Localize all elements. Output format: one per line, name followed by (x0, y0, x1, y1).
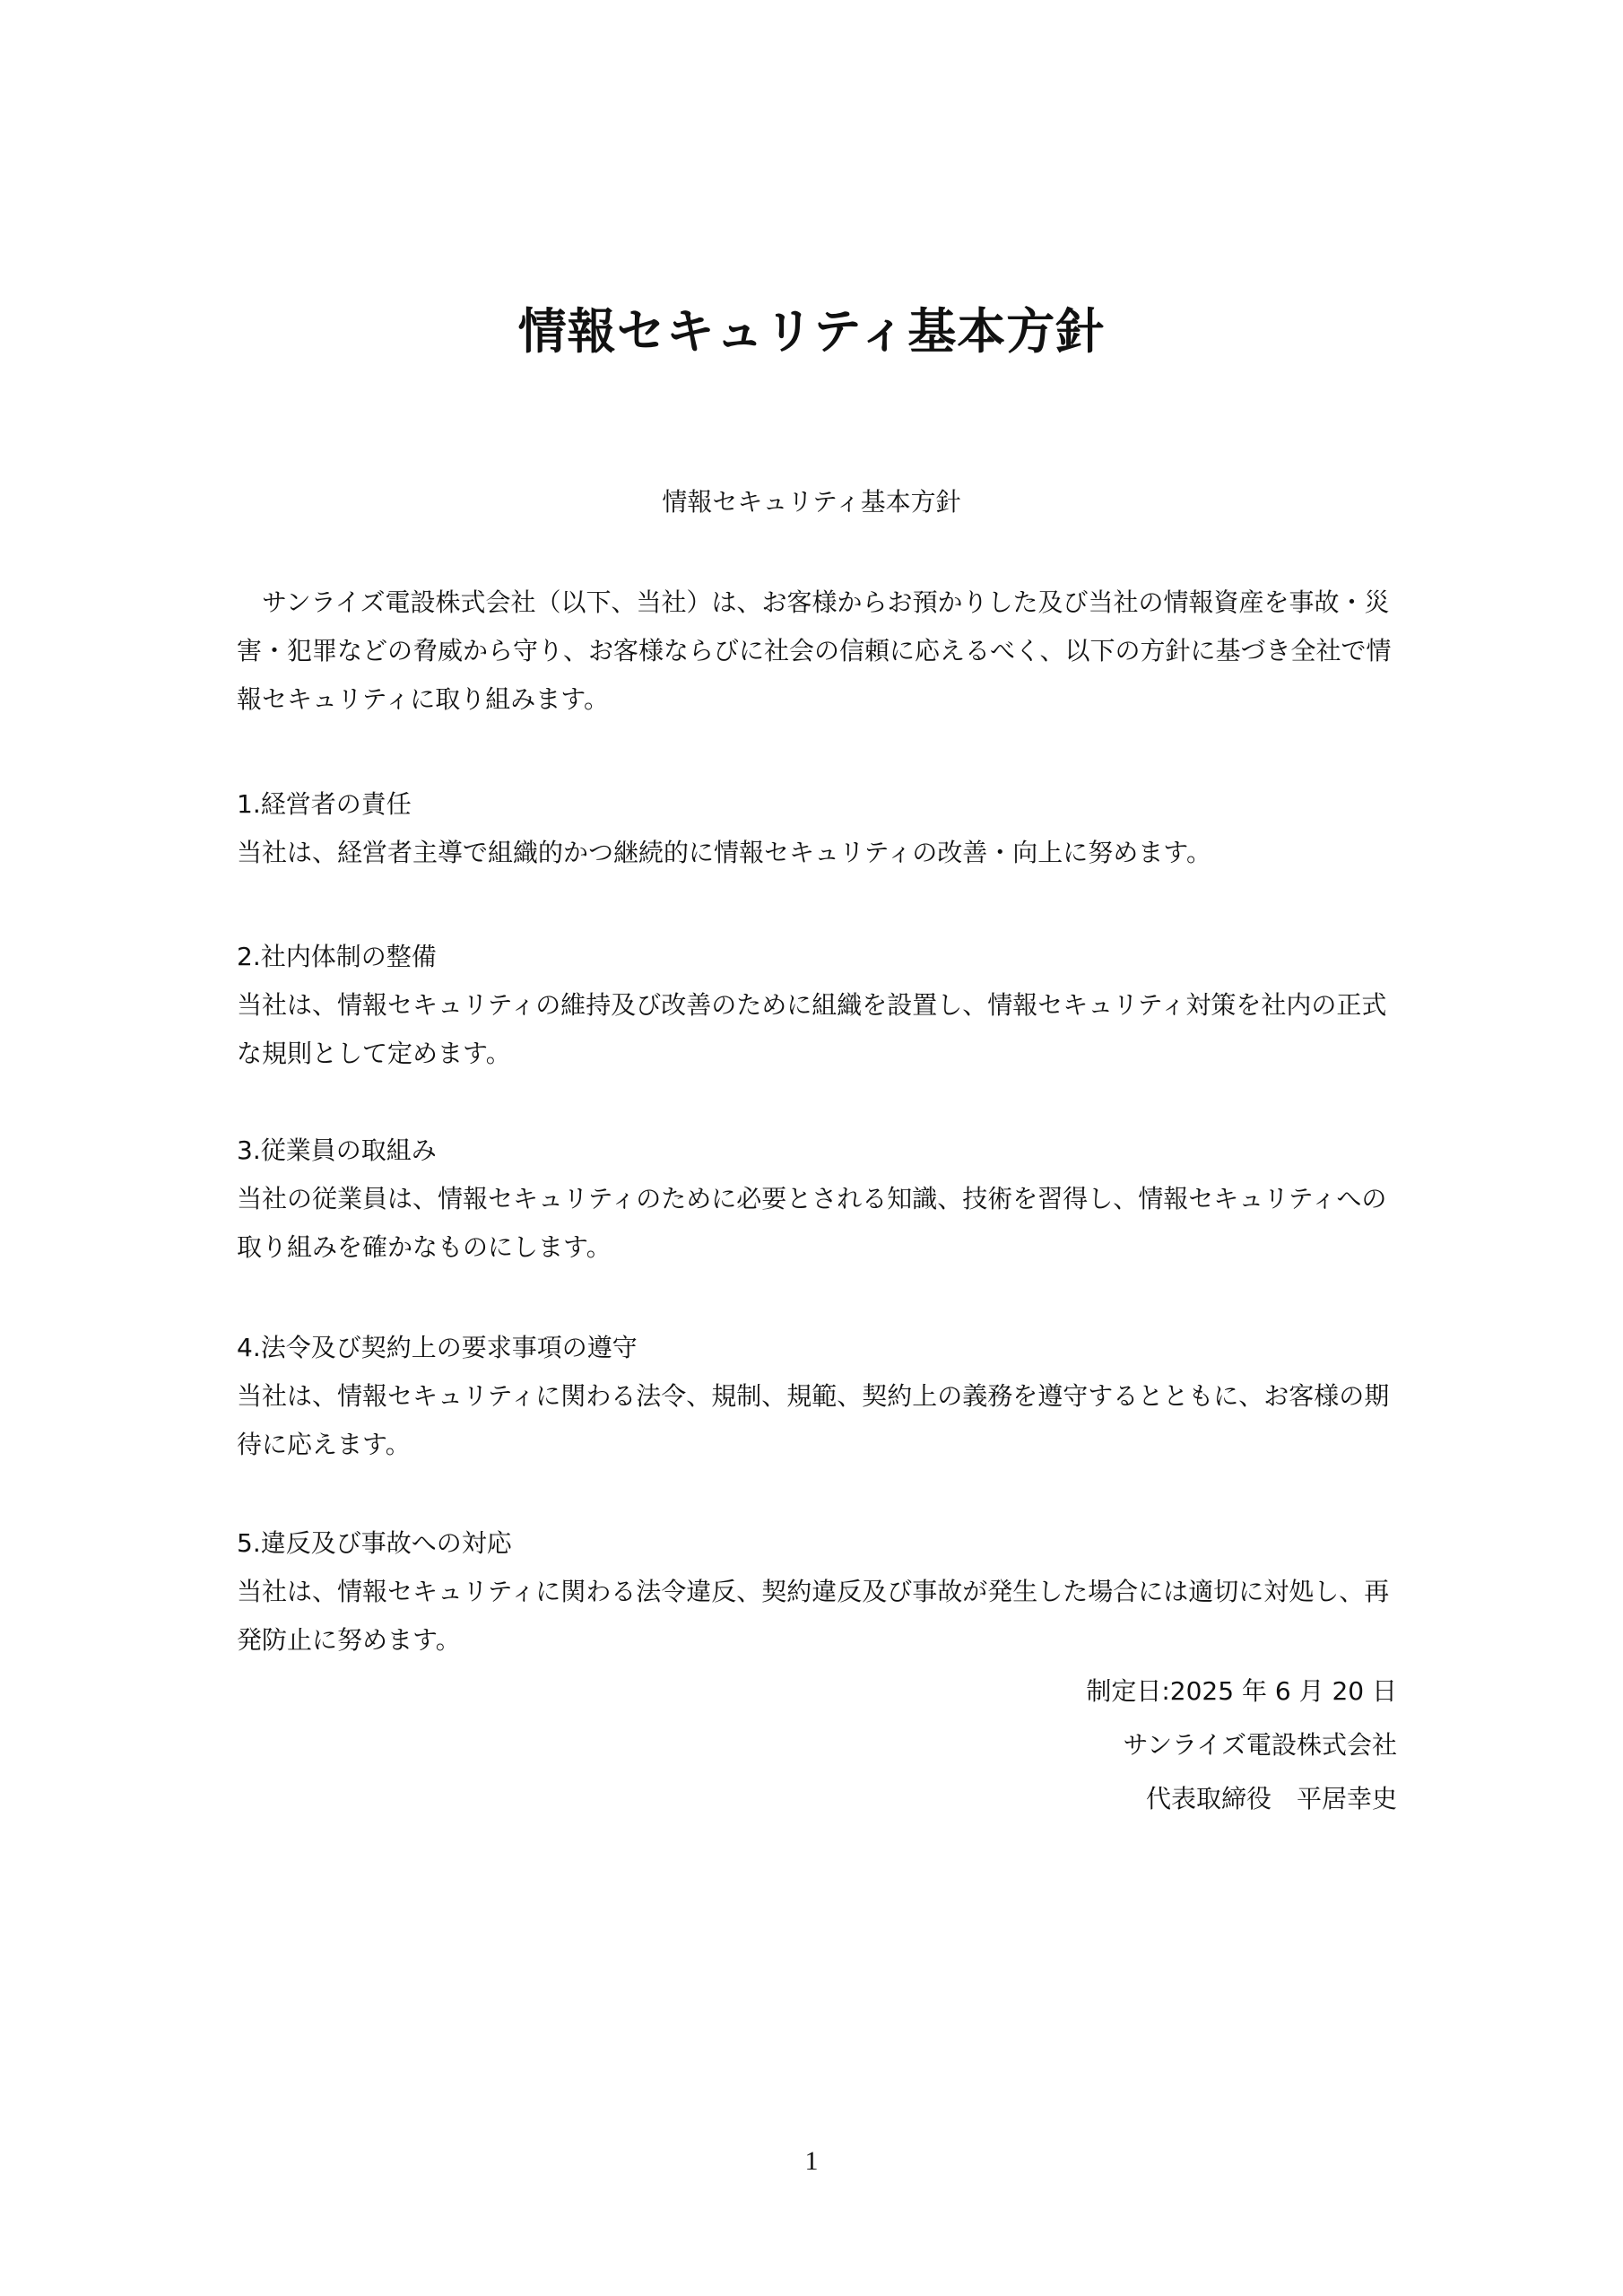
policy-section-5 (237, 1519, 1402, 1665)
section-body: 当社は、経営者主導で組織的かつ継続的に情報セキュリティの改善・向上に努めます。 (237, 838, 1211, 867)
section-body: 当社は、情報セキュリティの維持及び改善のために組織を設置し、情報セキュリティ対策を社内の正式な規則として定めます。 (237, 990, 1387, 1068)
section-heading: 4.法令及び契約上の要求事項の遵守 (237, 1333, 638, 1362)
document-subtitle: 情報セキュリティ基本方針 (662, 487, 961, 517)
section-body: 当社は、情報セキュリティに関わる法令、規制、規範、契約上の義務を遵守するとともに、お客様の期待に応えます。 (237, 1381, 1390, 1459)
policy-section-3 (237, 1126, 1402, 1272)
section-body: 当社は、情報セキュリティに関わる法令違反、契約違反及び事故が発生した場合には適切に対処し、再発防止に努めます。 (237, 1577, 1390, 1655)
section-body: 当社の従業員は、情報セキュリティのために必要とされる知識、技術を習得し、情報セキュリティへの取り組みを確かなものにします。 (237, 1184, 1387, 1262)
section-heading: 3.従業員の取組み (237, 1135, 437, 1165)
policy-section-2 (237, 933, 1402, 1078)
representative-name: 代表取締役 平居幸史 (1145, 1784, 1397, 1813)
signature-block (1086, 1665, 1397, 1826)
enactment-date: 制定日:2025 年 6 月 20 日 (1086, 1676, 1397, 1706)
page-number: 1 (804, 2146, 819, 2176)
intro-paragraph: サンライズ電設株式会社（以下、当社）は、お客様からお預かりした及び当社の情報資産を事故・災害・犯罪などの脅威から守り、お客様ならびに社会の信頼に応えるべく、以下の方針に基づき全社で情報セキュリティに取り組みます。 (237, 587, 1392, 714)
page-title: 情報セキュリティ基本方針 (517, 303, 1106, 360)
policy-section-4 (237, 1324, 1402, 1469)
section-heading: 2.社内体制の整備 (237, 942, 437, 971)
section-heading: 1.経営者の責任 (237, 789, 412, 819)
section-heading: 5.違反及び事故への対応 (237, 1528, 512, 1558)
company-name: サンライズ電設株式会社 (1123, 1730, 1397, 1760)
policy-section-1 (237, 780, 1402, 877)
